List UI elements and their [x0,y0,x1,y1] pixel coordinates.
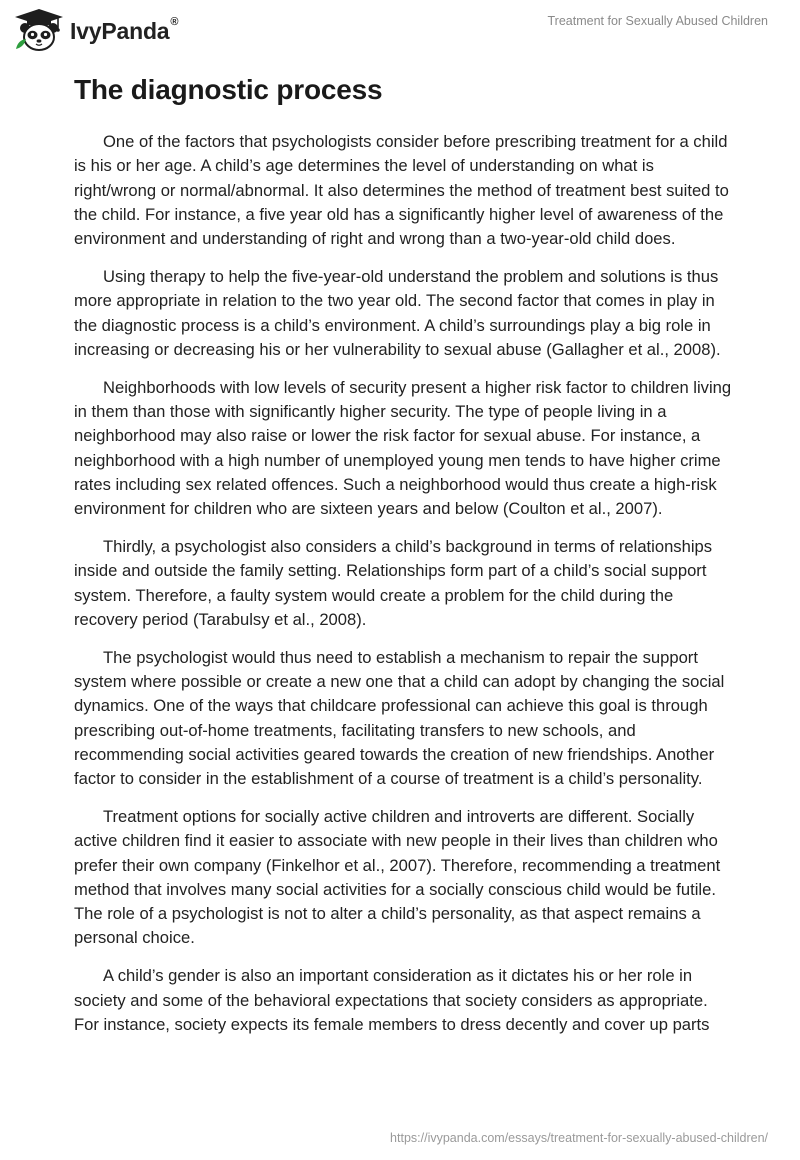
essay-paragraphs [74,130,734,1037]
paragraph-3: Neighborhoods with low levels of security present a higher risk factor to children living in them than those with significantly higher security. The type of people living in a neighborhood may also raise or lower the risk factor for sexual abuse. For instance, a neighborhood with a high number of unemployed young men tends to have higher crime rates including sex related offences. Such a neighborhood would thus create a high-risk environment for children who are sixteen years and below (Coulton et al., 2007). [74,377,732,519]
paragraph-2: Using therapy to help the five-year-old understand the problem and solutions is thus more appropriate in relation to the two year old. The second factor that comes in play in the diagnostic process is a child’s environment. A child’s surroundings play a big role in increasing or decreasing his or her vulnerability to sexual abuse (Gallagher et al., 2008). [74,266,721,359]
panda-logo-icon [14,9,64,51]
section-heading: The diagnostic process [74,74,383,105]
paragraph-4: Thirdly, a psychologist also considers a child’s background in terms of relationships inside and outside the family setting. Relationships form part of a child’s social support system. Therefore, a faulty system would create a problem for the child during the recovery period (Tarabulsy et al., 2008). [74,536,713,629]
registered-mark: ® [170,15,179,28]
brand-name: IvyPanda® [70,15,179,44]
page-header [0,0,800,60]
paragraph-7: A child’s gender is also an important consideration as it dictates his or her role in society and some of the behavioral expectations that society considers as appropriate. For instance, society expects its female members to dress decently and cover up parts [74,966,710,1034]
brand-logo[interactable] [14,9,178,51]
essay-content [74,70,734,1051]
paragraph-1: One of the factors that psychologists consider before prescribing treatment for a child is his or her age. A child’s age determines the level of understanding on what is right/wrong or normal/abnormal. It also determines the method of treatment best suited to the child. For instance, a five year old has a significantly higher level of awareness of the environment and understanding of right and wrong than a two-year-old child does. [74,132,729,249]
paragraph-5: The psychologist would thus need to establish a mechanism to repair the support system where possible or create a new one that a child can adopt by changing the social dynamics. One of the ways that childcare professional can achieve this goal is through prescribing out-of-home treatments, facilitating transfers to new schools, and recommending social activities geared towards the creation of new friendships. Another factor to consider in the establishment of a course of treatment is a child’s personality. [74,647,725,789]
paragraph-6: Treatment options for socially active children and introverts are different. Socially active children find it easier to associate with new people in their lives than children who prefer their own company (Finkelhor et al., 2007). Therefore, recommending a treatment method that involves many social activities for a socially conscious child would be futile. The role of a psychologist is not to alter a child’s personality, as that aspect remains a personal choice. [74,806,721,948]
source-url-link[interactable]: https://ivypanda.com/essays/treatment-for-sexually-abused-children/ [390,1131,768,1145]
document-title: Treatment for Sexually Abused Children [547,14,768,28]
